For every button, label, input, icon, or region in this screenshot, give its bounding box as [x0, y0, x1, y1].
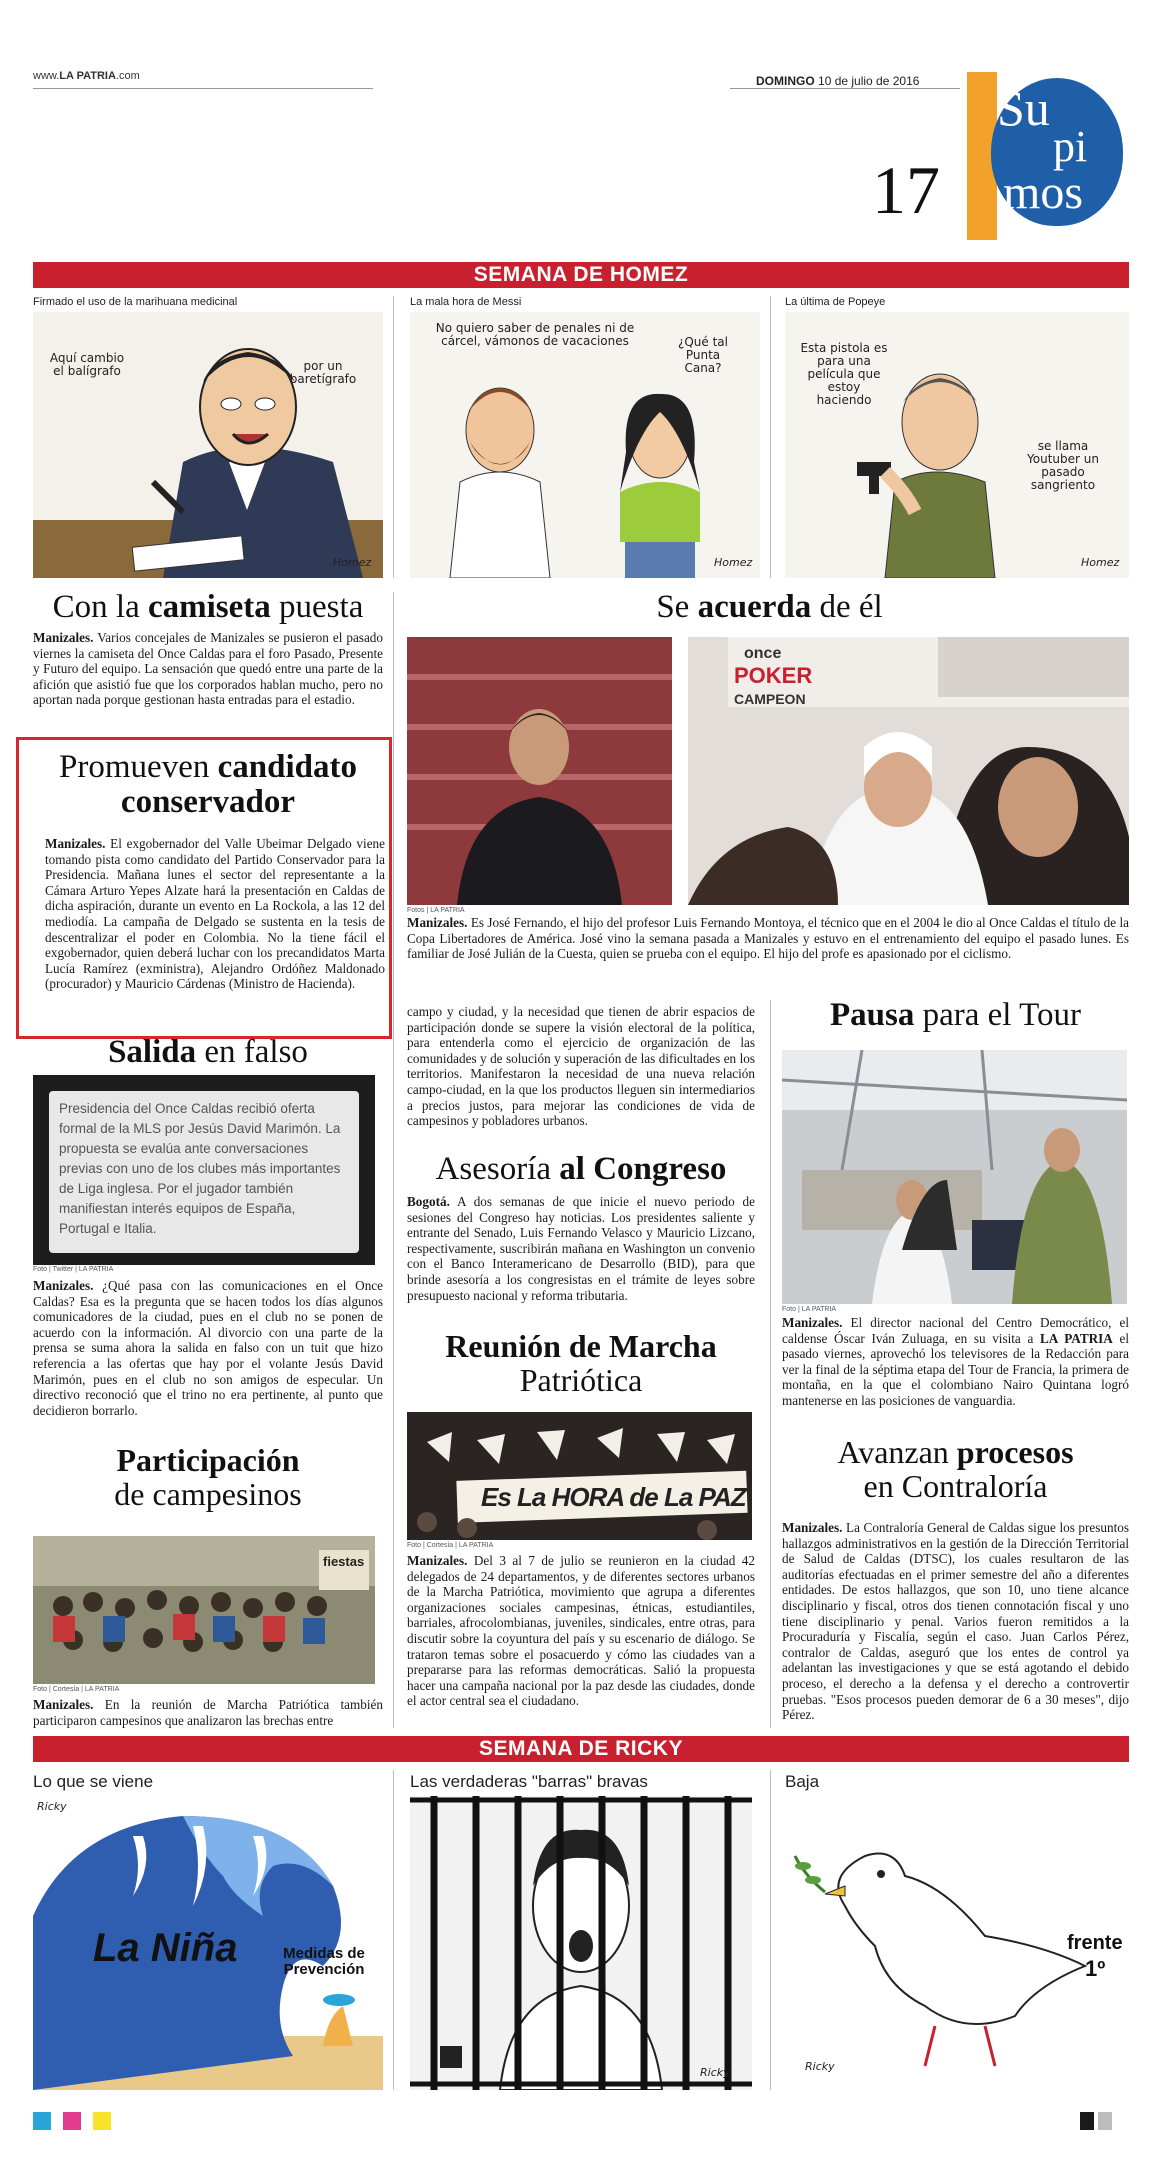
- issue-date: DOMINGO 10 de julio de 2016: [756, 74, 920, 88]
- cartoon-1-signature: Homez: [333, 556, 372, 569]
- cartoon-bottom-caption-3: Baja: [785, 1772, 820, 1791]
- color-swatch-black: [1080, 2112, 1094, 2130]
- article-tour-title: Pausa para el Tour: [830, 997, 1081, 1033]
- salida-phone-screen: [49, 1091, 359, 1253]
- article-campesinos-body: Manizales. En la reunión de Marcha Patriótica también participaron campesinos que analizaron las brechas entre: [33, 1697, 383, 1728]
- article-acuerda-body: Manizales. Es José Fernando, el hijo del profesor Luis Fernando Montoya, el técnico que en el 2004 le dio al Once Caldas el título de la Copa Libertadores de América. José vino la semana pasada a Manizales y estuvo en el entrenamiento del equipo el pasado lunes. Es familiar de José Julián de la Cuesta, quien se prueba con el equipo. El hijo del profe es apasionado por el ciclismo.: [407, 915, 1129, 962]
- article-acuerda-credit: Fotos | LA PATRIA: [407, 907, 465, 914]
- cartoon-3-signature: Homez: [1081, 556, 1120, 569]
- cartoon-2-bubble-2: ¿Qué tal Punta Cana?: [677, 335, 728, 375]
- cartoon-bottom-3-signature: Ricky: [805, 2060, 835, 2073]
- article-salida-title: Salida en falso: [108, 1034, 308, 1070]
- acuerda-photo-1-drawing: [407, 637, 672, 905]
- section-logo-pi: pi: [1053, 122, 1088, 171]
- marcha-banner-text: Es La HORA de La PAZ: [481, 1482, 746, 1512]
- article-candidato-body: Manizales. El exgobernador del Valle Ubeimar Delgado viene tomando pista como candidato del Partido Conservador para la Presidencia. Mañana lunes el sector del representante a la Cámara Arturo Yepes Alzate hará la presentación en Caldas de dicha aspiración, durante un evento en La Rockola, a las 12 del mediodía. La campaña de Delgado se sustenta en la tesis de descentralizar el poder en Colombia. No la tiene fácil el exgobernador, quien deberá luchar con los precandidatos Marta Lucía Ramírez (exministra), Alejandro Ordóñez Maldonado (procurador) y Mauricio Cárdenas (Ministro de Hacienda).: [45, 836, 385, 992]
- article-salida-body: Manizales. ¿Qué pasa con las comunicaciones en el Once Caldas? Esa es la pregunta que se hacen todos los días algunos comunicadores de la ciudad, pues en el club no se ponen de acuerdo con la información. Al divorcio con una parte de la prensa se suma ahora la salida en falso con un tuit que hizo referencia a las ofertas que hay por el volante Jesús David Marimón, pues en el club no son amigos de especular. Un directivo reconoció que el trino no era pertinente, al punto que decidieron borrarlo.: [33, 1278, 383, 1418]
- cartoon-caption-2: La mala hora de Messi: [410, 296, 522, 308]
- article-camiseta-title: Con la camiseta puesta: [52, 589, 364, 625]
- site-url[interactable]: www.LA PATRIA.com: [33, 70, 140, 82]
- header-rule-right: [730, 88, 960, 89]
- article-congreso-body: Bogotá. A dos semanas de que inicie el nuevo periodo de sesiones del Congreso hay noticias. Los presidentes saliente y entrante del Senado, Luis Fernando Velasco y Mauricio Lizcano, respectivamente, suscribirán mañana en Washington un convenio con el Banco Interamericano de Desarrollo (BID), para que brinde asesoría a los congresistas en el trámite de leyes sobre presupuesto nacional y reforma tributaria.: [407, 1194, 755, 1303]
- cartoon-barras-drawing: [410, 1796, 752, 2090]
- section-logo-su: Su: [997, 80, 1050, 136]
- article-marcha-credit: Foto | Cortesía | LA PATRIA: [407, 1542, 494, 1549]
- section-logo-mos: mos: [1003, 166, 1084, 219]
- article-campesinos-photo: [33, 1536, 375, 1684]
- article-acuerda-photo-2: [688, 637, 1129, 905]
- acuerda-sign-campeon: CAMPEON: [734, 691, 806, 707]
- cartoon-3-bubble-2: se llama Youtuber un pasado sangriento: [1027, 439, 1099, 492]
- article-contraloria-body: Manizales. La Contraloría General de Caldas sigue los presuntos hallazgos administrativos en la gestión de la Dirección Territorial de Salud de Caldas (DTSC), los cuales resultaron de las auditorías efectuadas en el primer semestre del año a diferentes entidades. De estos hallazgos, que son 10, uno tiene alcance disciplinario y fiscal, otros dos tienen connotación fiscal y uno tiene disciplinario y penal. Varios fueron remitidos a la Procuraduría y Fiscalía, según el caso. Juan Carlos Pérez, contralor de Caldas, aseguró que los entes de control ya adelantan las investigaciones y que se está agotando el debido proceso, el derecho a la defensa y el derecho a controvertir pruebas. "Esos procesos pueden demorar de 6 a 30 meses", dijo Pérez.: [782, 1520, 1129, 1723]
- col-divider-right: [770, 1000, 771, 1728]
- banner-semana-de-ricky: SEMANA DE RICKY: [33, 1736, 1129, 1762]
- print-color-bar-right: [1080, 2112, 1129, 2130]
- header-rule: [33, 88, 373, 89]
- article-marcha-body: Manizales. Del 3 al 7 de julio se reunieron en la ciudad 42 delegados de 24 departamentos, y de diferentes sectores urbanos de la Marcha Patriótica, movimiento que agrupa a diferentes organizaciones sociales campesinas, étnicas, estudiantiles, barriales, afrocolombianas, juveniles, sindicales, entre otras, para discutir sobre la coyuntura del país y su escenario de diálogo. Se trataron temas sobre el posacuerdo y cómo las ciudades van a prepararse para las reformas democráticas. Salió la propuesta hacer una campaña nacional por la paz desde las ciudades, donde el actor central sea el ciudadano.: [407, 1553, 755, 1709]
- cartoon-marihuana: [33, 312, 383, 578]
- cartoon-la-nina: [33, 1796, 383, 2090]
- cartoon-baja: [785, 1796, 1129, 2090]
- campesinos-sign: fiestas: [323, 1554, 365, 1569]
- article-camiseta-body: Manizales. Varios concejales de Manizales se pusieron el pasado viernes la camiseta del Once Caldas para el foro Pasado, Presente y Futuro del equipo. La sensación que quedó entre una parte de la afición que asistió fue que los corporados hablan mucho, pero no aportan nada porque gestionan hasta entradas para el estadio.: [33, 630, 383, 708]
- baja-frente-text: frente: [1067, 1932, 1123, 1954]
- salida-screen-text: Presidencia del Once Caldas recibió oferta formal de la MLS por Jesús David Marimón. La propuesta se evalúa ante conversaciones previas con uno de los clubes más importantes de Liga inglesa. Por el jugador también manifiestan interés equipos de España, Portugal e Italia.: [59, 1101, 341, 1236]
- cartoon-caption-3: La última de Popeye: [785, 296, 886, 308]
- cartoon-bottom-1-signature: Ricky: [37, 1800, 67, 1813]
- page-number: 17: [872, 152, 940, 228]
- article-salida-photo: [33, 1075, 375, 1265]
- col-divider-left: [393, 592, 394, 1728]
- article-tour-photo: [782, 1050, 1127, 1304]
- article-salida-credit: Foto | Twitter | LA PATRIA: [33, 1266, 114, 1273]
- article-campesinos-title: Participación de campesinos: [114, 1442, 302, 1512]
- cartoon-bottom-caption-1: Lo que se viene: [33, 1772, 154, 1791]
- article-campesinos-continuation: campo y ciudad, y la necesidad que tienen de abrir espacios de participación donde se supere la visión electoral de la política, para entenderla como el ejercicio de organización de las comunidades y de solución y superación de las dificultades en los territorios. Manifestaron la necesidad de una nueva relación campo-ciudad, en la que los productos lleguen sin intermediarios a precios justos, para mejorar las condiciones de vida de campesinos y pobladores urbanos.: [407, 1004, 755, 1129]
- baja-numero-text: 1º: [1085, 1956, 1106, 1981]
- color-swatch-magenta: [63, 2112, 81, 2130]
- article-marcha-title: Reunión de Marcha Patriótica: [445, 1328, 717, 1398]
- cartoon-popeye: [785, 312, 1129, 578]
- article-contraloria-title: Avanzan procesos en Contraloría: [837, 1434, 1074, 1504]
- cartoon-bottom-2-signature: Ricky: [700, 2066, 730, 2079]
- cartoon-divider-2: [770, 296, 771, 578]
- article-marcha-photo: [407, 1412, 752, 1540]
- tour-photo-drawing: [782, 1050, 1127, 1304]
- marcha-photo-drawing: [407, 1412, 752, 1540]
- article-candidato-title: Promueven candidato conservador: [59, 749, 357, 820]
- cartoon-bottom-divider-2: [770, 1770, 771, 2090]
- print-color-bar-left: [33, 2112, 143, 2130]
- cartoon-caption-1: Firmado el uso de la marihuana medicinal: [33, 296, 238, 308]
- color-swatch-yellow: [93, 2112, 111, 2130]
- banner-semana-de-homez: SEMANA DE HOMEZ: [33, 262, 1129, 288]
- la-nina-text: La Niña: [93, 1926, 238, 1970]
- article-tour-body: Manizales. El director nacional del Centro Democrático, el caldense Óscar Iván Zuluaga, en su visita a LA PATRIA el pasado viernes, aprovechó los televisores de la Redacción para ver la final de la séptima etapa del Tour de Francia, la primera de montaña, en la que el colombiano Nairo Quintana logró mantenerse en las posiciones de vanguardia.: [782, 1315, 1130, 1408]
- article-congreso-title: Asesoría al Congreso: [435, 1151, 727, 1187]
- section-logo: [967, 72, 1127, 240]
- acuerda-sign-poker: POKER: [734, 663, 813, 688]
- cartoon-3-bubble-1: Esta pistola es para una película que estoy haciendo: [800, 341, 888, 407]
- article-tour-credit: Foto | LA PATRIA: [782, 1306, 837, 1313]
- cartoon-bottom-caption-2: Las verdaderas "barras" bravas: [410, 1772, 648, 1791]
- cartoon-2-signature: Homez: [714, 556, 753, 569]
- color-swatch-cyan: [33, 2112, 51, 2130]
- article-campesinos-credit: Foto | Cortesía | LA PATRIA: [33, 1686, 120, 1693]
- la-nina-subtext: Medidas de Prevención: [283, 1945, 365, 1978]
- acuerda-sign-once: once: [744, 645, 782, 662]
- cartoon-divider-1: [393, 296, 394, 578]
- cartoon-bottom-divider-1: [393, 1770, 394, 2090]
- article-acuerda-photo-1: [407, 637, 672, 905]
- article-acuerda-title: Se acuerda de él: [656, 589, 883, 625]
- cartoon-1-bubble-1: Aquí cambio el balígrafo: [49, 351, 125, 378]
- color-swatch-grey: [1098, 2112, 1112, 2130]
- cartoon-2-bubble-1: No quiero saber de penales ni de cárcel, vámonos de vacaciones: [435, 321, 635, 348]
- cartoon-messi: [410, 312, 760, 578]
- cartoon-1-bubble-2: por un baretígrafo: [289, 359, 357, 386]
- cartoon-barras-bravas: [410, 1796, 752, 2090]
